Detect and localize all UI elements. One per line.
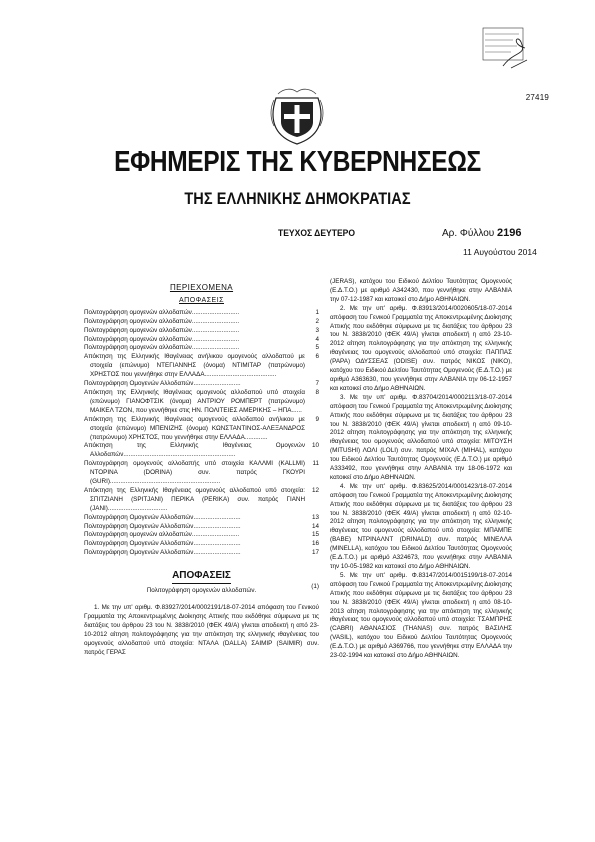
right-column [330,278,512,661]
issue-date: 11 Αυγούστου 2014 [463,247,537,257]
toc-item-text: Πολιτογράφηση Ομογενών Αλλοδαπών........................... [84,513,241,521]
toc-item-text: Πολιτογράφηση Ομογενών Αλλοδαπών........................... [84,549,241,557]
decision-title-row [84,583,319,596]
decision-paragraph: 1. Με την υπ' αριθμ. Φ.83927/2014/0002191/18-07-2014 απόφαση του Γενικού Γραμματέα της Αποκεντρωμένης Διοίκησης Αττικής που εκδόθηκε σύμφωνα με τις διατάξεις του άρθρου 23 του Ν. 3838/2010 (ΦΕΚ 49/Α) γίνεται αποδεκτή η από 23-10-2012 αίτηση πολιτογράφησης για την απόκτηση της ελληνικής ιθαγένειας του ομογενούς αλλοδαπού υπό στοιχεία: ΝΤΑΛΑ (DALLA) ΣΑΙΜΙΡ (SAIMIR) συν. πατρός ΓΕΡΑΣ [84,604,319,656]
page-number: 27419 [525,93,549,102]
toc-item[interactable] [84,487,319,514]
toc-item-text: Απόκτηση της Ελληνικής Ιθαγένειας ομογενούς αλλοδαπού υπό στοιχεία: ΣΠΙΤΖΙΑΝΗ (SPITJANI) ΠΕΡΙΚΑ (PERIKA) συν. πατρός ΓΙΑΝΗ (JANI).................................. [84,486,305,512]
toc-item[interactable] [84,514,319,523]
toc-item-number: 11 [312,460,319,468]
gazette-title: ΕΦΗΜΕΡΙΣ ΤΗΣ ΚΥΒΕΡΝΗΣΕΩΣ [114,146,481,178]
toc-item-text: Πολιτογράφηση Ομογενών Αλλοδαπών........................... [84,522,241,530]
toc-item[interactable] [84,460,319,487]
sheet-label: Αρ. Φύλλου [442,228,495,239]
toc-item-text: Πολιτογράφηση ομογενών αλλοδαπών........................... [84,317,240,325]
issue-label: ΤΕΥΧΟΣ ΔΕΥΤΕΡΟ [278,228,356,239]
decisions-heading-text: ΑΠΟΦΑΣΕΙΣ [172,570,231,584]
toc-item-text: Πολιτογράφηση Ομογενών Αλλοδαπών........................... [84,540,241,548]
toc-item[interactable] [84,442,319,460]
toc-item-text: Απόκτηση της Ελληνικής Ιθαγένειας ομογενούς αλλοδαπού ανήλικου με στοιχεία (επώνυμο) ΜΠΕΝΙΖΗΣ (όνομα) ΚΩΝΣΤΑΝΤΙΝΟΣ-ΑΛΕΞΑΝΔΡΟΣ (πατρώνυμο) ΧΡΗΣΤΟΣ, που γεννήθηκε στην ΕΛΛΑΔΑ............. [84,415,305,441]
left-column [84,278,319,657]
decision-paragraph: (JERAS), κατόχου του Ειδικού Δελτίου Ταυτότητας Ομογενούς (Ε.Δ.Τ.Ο.) με αριθμό Α342430, που γεννήθηκε στην ΑΛΒΑΝΙΑ την 07-12-1987 και κατοικεί στο Δήμο ΑΘΗΝΑΙΩΝ. [330,278,512,303]
coat-of-arms-icon [268,84,326,146]
toc-item-number: 2 [315,317,319,325]
toc-item-number: 3 [315,326,319,334]
toc-item-number: 17 [311,549,319,557]
toc-item[interactable] [84,389,319,416]
toc-item-number: 8 [315,388,319,396]
decisions-heading [84,572,319,581]
decision-paragraph: 5. Με την υπ' αριθμ. Φ.83147/2014/0015199/18-07-2014 απόφαση του Γενικού Γραμματέα της Αποκεντρωμένης Διοίκησης Αττικής που εκδόθηκε σύμφωνα με τις διατάξεις του άρθρου 23 του Ν. 3838/2010 (ΦΕΚ 49/Α) γίνεται αποδεκτή η από 08-10-2013 αίτηση πολιτογράφησης για την απόκτηση της ελληνικής ιθαγένειας του ομογενούς αλλοδαπού υπό στοιχεία: ΤΣΑΜΠΡΗΣ (CABRI) ΑΘΑΝΑΣΙΟΣ (THANAS) συν. πατρός ΒΑΣΙΛΗΣ (VASIL), κατόχου του Ειδικού Δελτίου Ταυτότητας Ομογενούς (Ε.Δ.Τ.Ο.) με αριθμό Α369766, που γεννήθηκε στην ΕΛΛΑΔΑ την 23-02-1994 και κατοικεί στο Δήμο ΑΘΗΝΑΙΩΝ. [330,571,512,660]
toc-item-number: 5 [315,344,319,352]
toc-item-number: 1 [315,308,319,316]
toc-item-text: Πολιτογράφηση ομογενούς αλλοδαπής υπό στοιχεία ΚΑΛΛΜΙ (KALLMI) ΝΤΟΡΙΝΑ (DORINA) συν. πατρός ΓΚΟΥΡΙ (GURI)............................................................... [84,460,305,486]
toc-item[interactable] [84,380,319,389]
toc-item-number: 16 [311,540,319,548]
decision-paragraph: 2. Με την υπ' αριθμ. Φ.83913/2014/0020605/18-07-2014 απόφαση του Γενικού Γραμματέα της Αποκεντρωμένης Διοίκησης Αττικής που εκδόθηκε σύμφωνα με τις διατάξεις του άρθρου 23 του Ν. 3838/2010 (ΦΕΚ 49/Α) γίνεται αποδεκτή η από 23-10-2012 αίτηση πολιτογράφησης για την απόκτηση της ελληνικής ιθαγένειας του ομογενούς αλλοδαπού υπό στοιχεία: ΠΑΠΠΑΣ (PAPA) ΟΔΥΣΣΕΑΣ (ODISE) συν. πατρός ΝΙΚΟΣ (NIKO), κατόχου του Ειδικού Δελτίου Ταυτότητας Ομογενούς (Ε.Δ.Τ.Ο.) με αριθμό Α363630, που γεννήθηκε στην ΑΛΒΑΝΙΑ την 06-12-1957 και κατοικεί στο Δήμο ΑΘΗΝΑΙΩΝ. [330,304,512,392]
toc-item-text: Πολιτογράφηση Ομογενών Αλλοδαπών........................... [84,380,241,388]
toc-item-number: 12 [311,486,319,494]
toc-item[interactable] [84,318,319,327]
toc-item[interactable] [84,353,319,380]
archive-stamp [481,26,551,74]
sheet-number: 2196 [497,227,522,239]
toc-item-text: Πολιτογράφηση ομογενών αλλοδαπών........................... [84,326,240,334]
toc-item-number: 7 [315,380,319,388]
toc-item-number: 9 [315,415,319,423]
toc-item[interactable] [84,549,319,558]
toc-item-text: Πολιτογράφηση ομογενών αλλοδαπών........................... [84,308,240,316]
decision-number: (1) [311,583,319,591]
toc-item-text: Απόκτηση της Ελληνικής Ιθαγένειας ανήλικου ομογενούς αλλοδαπού με στοιχεία (επώνυμο) ΝΤΕΓΙΑΝΝΗΣ (όνομα) ΝΤΙΜΙΤΑΡ (πατρώνυμο) ΧΡΗΣΤΟΣ που γεννήθηκε στην ΕΛΛΑΔΑ......................................... [84,353,305,379]
toc-heading: ΠΕΡΙΕΧΟΜΕΝΑ [169,283,234,292]
toc-item[interactable] [84,344,319,353]
decision-paragraph: 3. Με την υπ' αριθμ. Φ.83704/2014/0002113/18-07-2014 απόφαση του Γενικού Γραμματέα της Αποκεντρωμένης Διοίκησης Αττικής που εκδόθηκε σύμφωνα με τις διατάξεις του άρθρου 23 του Ν. 3838/2010 (ΦΕΚ 49/Α) γίνεται αποδεκτή η από 09-10-2012 αίτηση πολιτογράφησης για την απόκτηση της ελληνικής ιθαγένειας του ομογενούς αλλοδαπού υπό στοιχεία: ΜΙΤΟΥΣΗ (MITUSHI) ΛΟΛΙ (LOLI) συν. πατρός ΜΙΧΑΛ (MIHAL), κατόχου του Ειδικού Δελτίου Ταυτότητας Ομογενούς (Ε.Δ.Τ.Ο.) με αριθμό Α333492, που γεννήθηκε στην ΑΛΒΑΝΙΑ την 18-06-1972 και κατοικεί στο Δήμο ΑΘΗΝΑΙΩΝ. [330,393,512,481]
toc-item-number: 14 [311,522,319,530]
toc-item-number: 15 [311,531,319,539]
toc-item[interactable] [84,540,319,549]
gazette-subtitle: ΤΗΣ ΕΛΛΗΝΙΚΗΣ ΔΗΜΟΚΡΑΤΙΑΣ [184,190,411,208]
toc-item-number: 4 [315,335,319,343]
toc-item[interactable] [84,327,319,336]
decision-paragraph: 4. Με την υπ' αριθμ. Φ.83625/2014/0001423/18-07-2014 απόφαση του Γενικού Γραμματέα της Αποκεντρωμένης Διοίκησης Αττικής που εκδόθηκε σύμφωνα με τις διατάξεις του άρθρου 23 του Ν. 3838/2010 (ΦΕΚ 49/Α) γίνεται αποδεκτή η από 02-10-2012 αίτηση πολιτογράφησης για την απόκτηση της ελληνικής ιθαγένειας του ομογενούς αλλοδαπού υπό στοιχεία: ΜΠΑΜΠΕ (BABE) ΝΤΡΙΝΑΛΝΤ (DRINALD) συν. πατρός ΜΙΝΕΛΛΑ (MINELLA), κατόχου του Ειδικού Δελτίου Ταυτότητας Ομογενούς (Ε.Δ.Τ.Ο.) με αριθμό Α324673, που γεννήθηκε στην ΑΛΒΑΝΙΑ την 10-05-1982 και κατοικεί στο Δήμο ΑΘΗΝΑΙΩΝ. [330,482,512,570]
toc-item[interactable] [84,416,319,443]
toc-item-text: Πολιτογράφηση ομογενών αλλοδαπών........................... [84,335,240,343]
sheet-number-line [442,227,522,239]
stamp-graphic-icon [481,26,551,74]
decision-title: Πολιτογράφηση ομογενών αλλοδαπών. [146,587,257,595]
toc-item-number: 6 [315,353,319,361]
toc-item[interactable] [84,309,319,318]
toc-list [84,309,319,558]
toc-item-text: Πολιτογράφηση ομογενών αλλοδαπών........................... [84,344,240,352]
toc-item-number: 10 [311,442,319,450]
toc-item-text: Πολιτογράφηση ομογενών αλλοδαπών........................... [84,531,240,539]
toc-item-number: 13 [311,513,319,521]
toc-subheading: ΑΠΟΦΑΣΕΙΣ [179,296,224,304]
toc-item-text: Απόκτηση της Ελληνικής Ιθαγένειας ομογενούς αλλοδαπού υπό στοιχεία (επώνυμο) ΓΙΑΝΟΦΤΣΙΚ (όνομα) ΑΝΤΡΙΟΥ ΡΟΜΠΕΡΤ (πατρώνυμο) ΜΑΙΚΕΛ ΤΖΟΝ, που γεννήθηκε στις ΗΝ. ΠΟΛΙΤΕΙΕΣ ΑΜΕΡΙΚΗΣ – ΗΠΑ...... [84,388,305,414]
toc-item-text: Απόκτηση της Ελληνικής Ιθαγένειας Ομογενών Αλλοδαπών................................................................ [84,442,305,459]
